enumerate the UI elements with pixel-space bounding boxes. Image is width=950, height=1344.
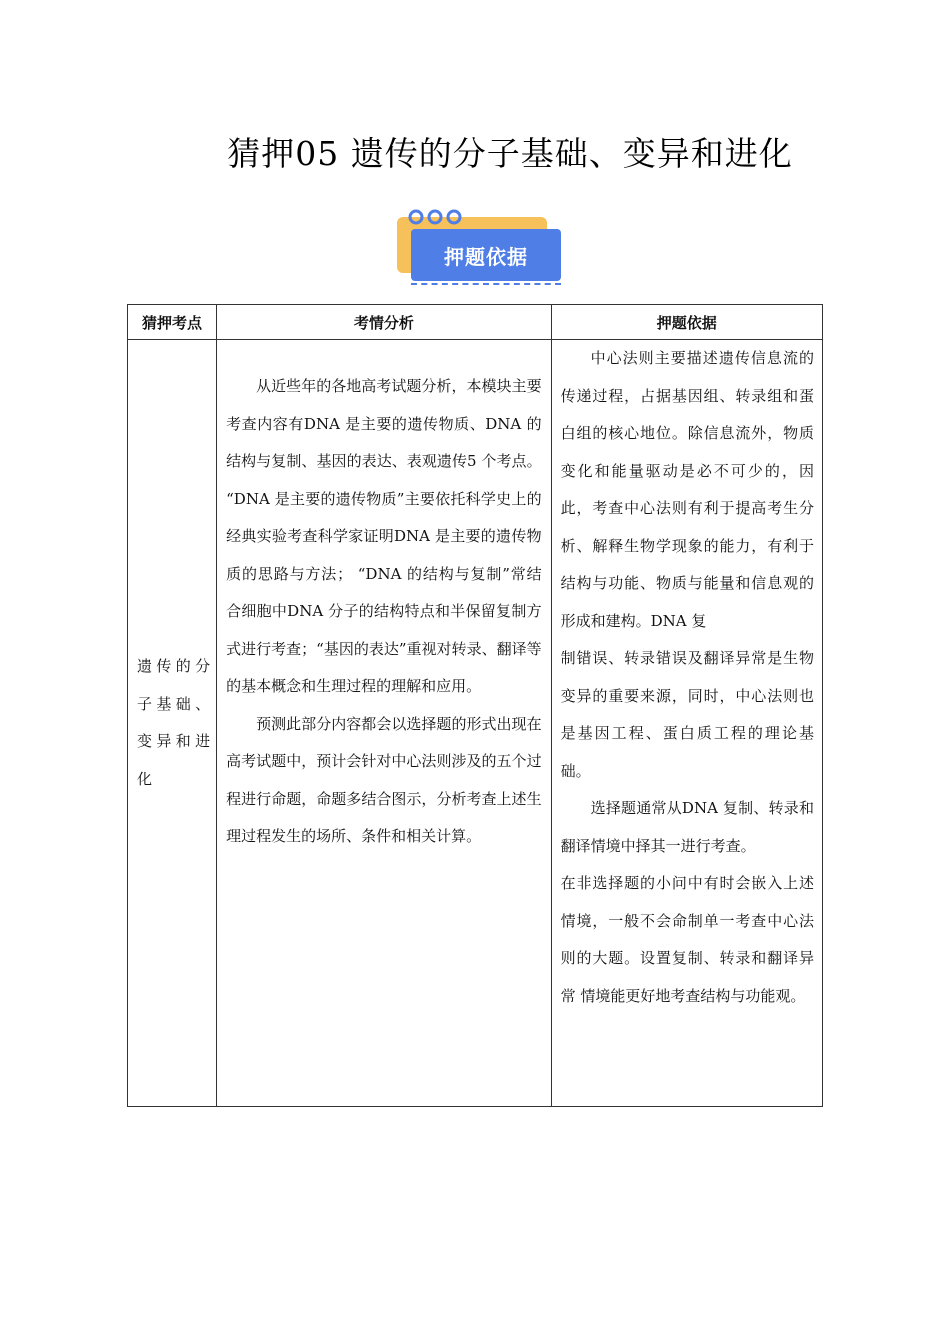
rings-icon (402, 203, 472, 229)
exam-analysis-table (127, 304, 823, 1107)
section-badge (397, 203, 567, 289)
badge-label: 押题依据 (411, 229, 561, 281)
analysis-paragraph-2: 预测此部分内容都会以选择题的形式出现在高考试题中，预计会针对中心法则涉及的五个过程进行命题，命题多结合图示，分析考查上述生理过程发生的场所、条件和相关计算。 (226, 714, 542, 845)
basis-paragraph-4: 在非选择题的小问中有时会嵌入上述情境，一般不会命制单一考查中心法则的大题。设置复制、转录和翻译异常 情境能更好地考查结构与功能观。 (560, 874, 814, 1005)
page-title: 猜押05 遗传的分子基础、变异和进化 (227, 134, 793, 173)
analysis-paragraph-1: 从近些年的各地高考试题分析，本模块主要考查内容有DNA 是主要的遗传物质、DNA 的结构与复制、基因的表达、表观遗传5 个考点。 “DNA 是主要的遗传物质”主要依托科学史上的经典实验考查科学家证明DNA 是主要的遗传物质的思路与方法； “DNA 的结构与复制”常结合细胞中DNA 分子的结构特点和半保留复制方式进行考查；“基因的表达”重视对转录、翻译等的基本概念和生理过程的理解和应用。 (226, 377, 542, 695)
basis-paragraph-2: 制错误、转录错误及翻译异常是生物变异的重要来源，同时，中心法则也是基因工程、蛋白质工程的理论基础。 (560, 649, 814, 780)
topic-cell (128, 340, 217, 1107)
basis-cell (551, 340, 822, 1107)
table-header-row (128, 305, 823, 340)
table-row (128, 340, 823, 1107)
header-analysis: 考情分析 (217, 305, 551, 340)
basis-paragraph-1: 中心法则主要描述遗传信息流的传递过程，占据基因组、转录组和蛋白组的核心地位。除信息流外，物质变化和能量驱动是必不可少的，因此，考查中心法则有利于提高考生分析、解释生物学现象的能力，有利于结构与功能、物质与能量和信息观的形成和建构。DNA 复 (560, 349, 814, 630)
basis-paragraph-3: 选择题通常从DNA 复制、转录和翻译情境中择其一进行考查。 (560, 799, 814, 855)
badge-dashed-line (411, 283, 561, 285)
header-basis: 押题依据 (551, 305, 822, 340)
header-topic: 猜押考点 (128, 305, 217, 340)
analysis-cell (217, 340, 551, 1107)
topic-text: 遗传的分子基础、变异和进化 (137, 657, 211, 788)
